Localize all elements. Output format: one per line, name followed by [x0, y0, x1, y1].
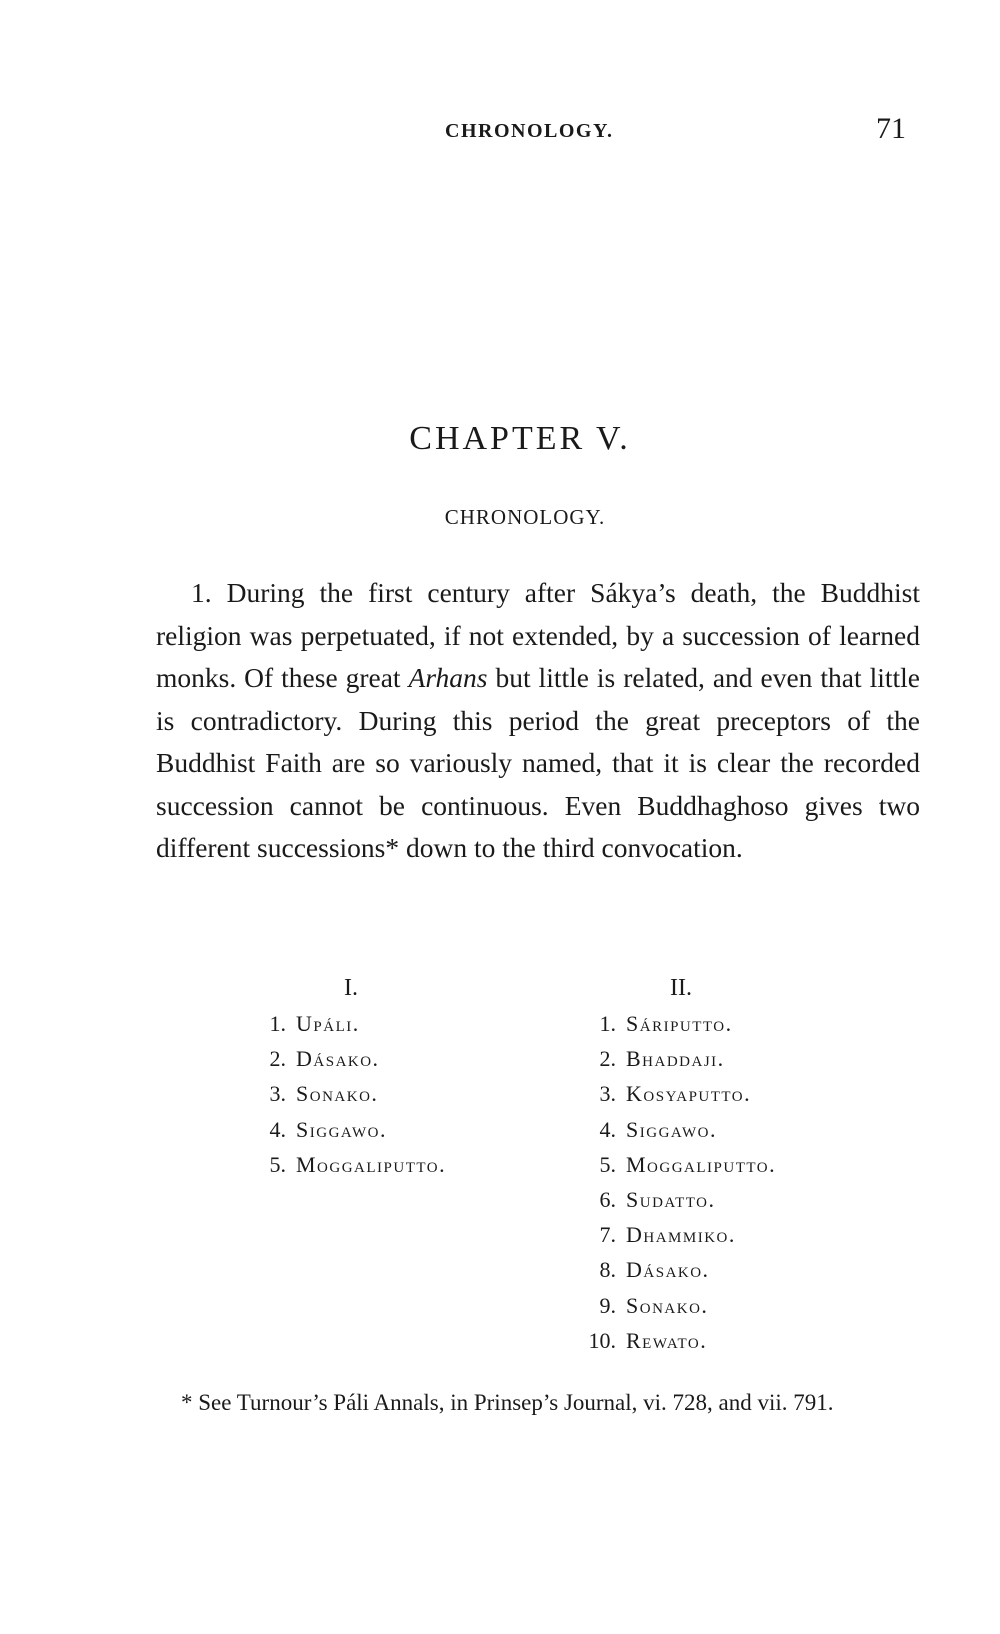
list-item	[262, 1006, 446, 1041]
list-item	[262, 1041, 446, 1076]
page-number: 71	[876, 112, 906, 145]
item-name: Sáriputto.	[626, 1011, 733, 1036]
item-name: Dhammiko.	[626, 1222, 736, 1248]
item-name: Dásako.	[296, 1046, 380, 1072]
running-head	[0, 112, 1000, 152]
list-item	[580, 1217, 776, 1252]
list-item	[580, 1288, 776, 1323]
item-number: 4.	[599, 1116, 616, 1142]
item-number: 2.	[269, 1046, 286, 1072]
item-name: Moggaliputto.	[296, 1151, 447, 1177]
list-item	[580, 1041, 776, 1076]
item-name: Sonako.	[626, 1292, 709, 1318]
item-number: 9.	[599, 1292, 616, 1318]
list-item	[262, 1076, 446, 1111]
item-number: 7.	[599, 1222, 616, 1248]
item-name: Siggawo.	[296, 1116, 388, 1142]
item-number: 4.	[269, 1116, 286, 1142]
item-number: 1.	[269, 1011, 286, 1036]
succession-list-1	[262, 970, 446, 1182]
item-number: 5.	[599, 1151, 616, 1177]
paragraph-italic-term: Arhans	[408, 662, 488, 693]
item-number: 2.	[599, 1046, 616, 1072]
item-number: 8.	[599, 1257, 616, 1283]
item-name: Moggaliputto.	[626, 1151, 777, 1177]
paragraph-text-start: 1. During the first century after Sákya’s death, the Buddhist religion was perpetuated, if not extended, by a succession of learned monks. Of these great	[156, 577, 920, 693]
list-item	[262, 1147, 446, 1182]
body-paragraph	[156, 572, 920, 870]
item-name: Sudatto.	[626, 1186, 716, 1212]
list-item	[580, 1182, 776, 1217]
list-item	[580, 1147, 776, 1182]
item-name: Upáli.	[296, 1011, 360, 1036]
chapter-title: CHAPTER V.	[409, 420, 631, 457]
list-item	[580, 1252, 776, 1287]
list-heading: I.	[344, 975, 358, 1001]
item-name: Bhaddaji.	[626, 1046, 725, 1072]
running-title: CHRONOLOGY.	[445, 120, 614, 142]
succession-list-2	[580, 970, 776, 1358]
item-number: 5.	[269, 1151, 286, 1177]
item-name: Rewato.	[626, 1327, 708, 1353]
item-number: 3.	[599, 1081, 616, 1107]
footnote: * See Turnour’s Páli Annals, in Prinsep’s Journal, vi. 728, and vii. 791.	[181, 1390, 834, 1415]
item-number: 1.	[599, 1011, 616, 1036]
item-number: 3.	[269, 1081, 286, 1107]
list-item	[262, 1112, 446, 1147]
item-number: 10.	[588, 1327, 616, 1353]
paragraph-text-end: but little is related, and even that little is contradictory. During this period the great preceptors of the Buddhist Faith are so variously named, that it is clear the recorded succession cannot be continuous. Even Buddhaghoso gives two different successions* down to the third convocation.	[156, 662, 920, 863]
chapter-subtitle: CHRONOLOGY.	[444, 505, 606, 529]
item-name: Siggawo.	[626, 1116, 718, 1142]
item-name: Dásako.	[626, 1257, 710, 1283]
item-number: 6.	[599, 1186, 616, 1212]
item-name: Sonako.	[296, 1081, 379, 1107]
list-item	[580, 1323, 776, 1358]
list-item	[580, 1112, 776, 1147]
list-item	[580, 1006, 776, 1041]
list-item	[580, 1076, 776, 1111]
item-name: Kosyaputto.	[626, 1081, 752, 1107]
list-heading: II.	[670, 975, 692, 1001]
